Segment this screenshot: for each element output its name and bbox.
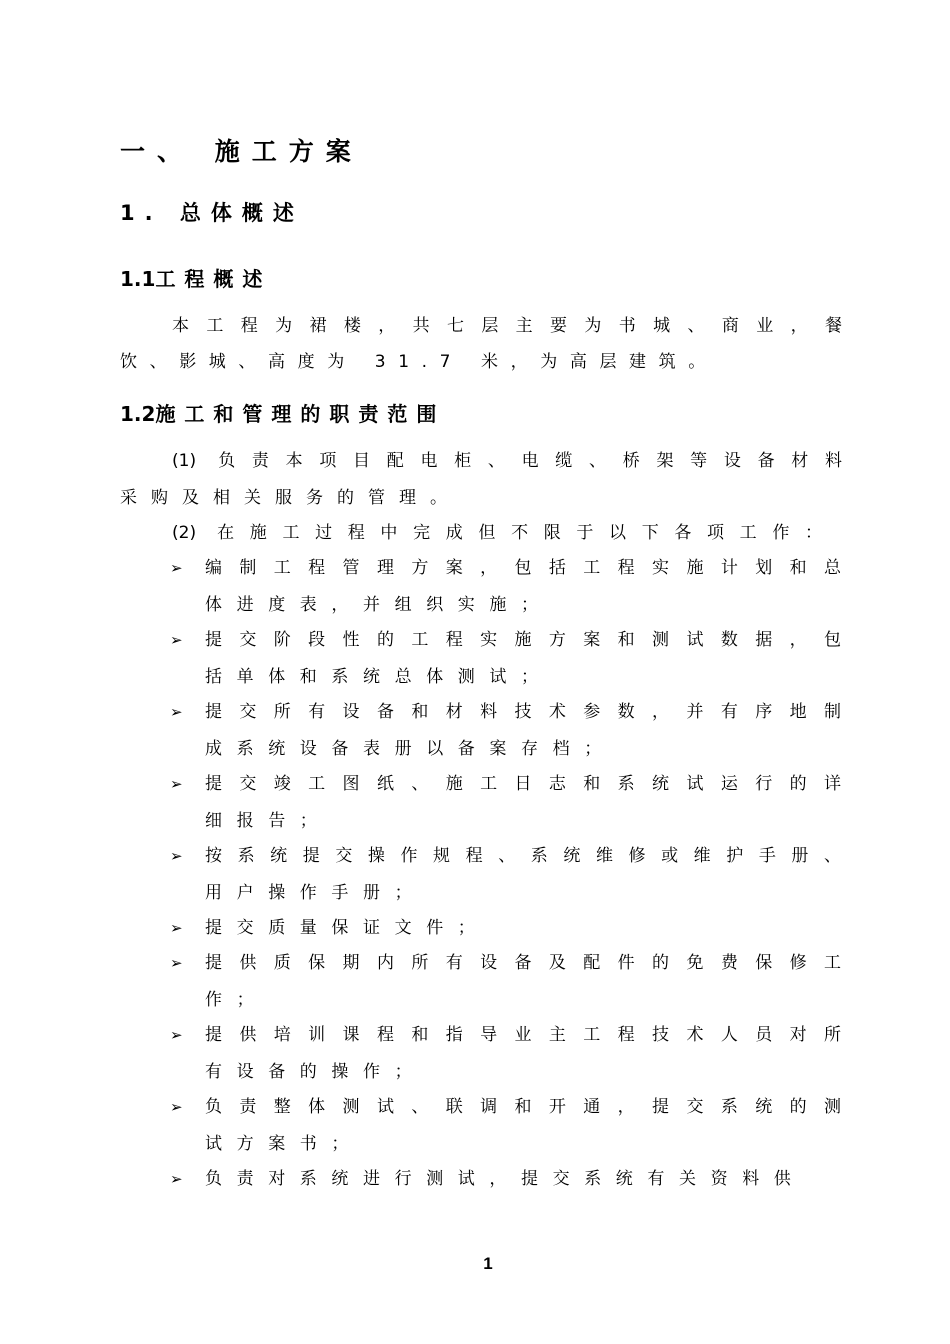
bullet-arrow-icon: ➢: [170, 1170, 183, 1188]
overview-line-1: 本工程为裙楼，共七层主要为书城、商业，餐: [172, 316, 842, 336]
bullet-arrow-icon: ➢: [170, 847, 183, 865]
bullet-arrow-icon: ➢: [170, 703, 183, 721]
bullet-item-10-line-1: 负责对系统进行测试，提交系统有关资料供: [205, 1169, 806, 1189]
bullet-item-4-line-1: 提交竣工图纸、施工日志和系统试运行的详: [205, 774, 841, 794]
heading-1-1-title: 工程概述: [155, 267, 272, 291]
heading-level-1: 一、 施工方案: [120, 137, 363, 166]
bullet-item-3-line-1: 提交所有设备和材料技术参数，并有序地制: [205, 702, 841, 722]
bullet-arrow-icon: ➢: [170, 1098, 183, 1116]
bullet-item-8-line-2: 有设备的操作；: [205, 1062, 427, 1082]
bullet-item-7-line-1: 提供质保期内所有设备及配件的免费保修工: [205, 953, 841, 973]
heading-1-1-number: 1.1: [120, 267, 156, 291]
bullet-arrow-icon: ➢: [170, 631, 183, 649]
heading-1-1: [120, 263, 271, 292]
heading-level-2: 1. 总体概述: [120, 201, 304, 225]
item-1-line-2: 采购及相关服务的管理。: [120, 488, 461, 508]
item-1-line-1: (1) 负责本项目配电柜、电缆、桥架等设备材料: [172, 451, 842, 471]
page-number: 1: [483, 1254, 493, 1273]
bullet-item-2-line-1: 提交阶段性的工程实施方案和测试数据，包: [205, 630, 841, 650]
item-2-line: (2) 在施工过程中完成但不限于以下各项工作：: [172, 523, 822, 543]
bullet-arrow-icon: ➢: [170, 954, 183, 972]
bullet-item-9-line-1: 负责整体测试、联调和开通，提交系统的测: [205, 1097, 841, 1117]
bullet-arrow-icon: ➢: [170, 1026, 183, 1044]
heading-1-2-number: 1.2: [120, 402, 156, 426]
bullet-arrow-icon: ➢: [170, 919, 183, 937]
bullet-item-7-line-2: 作；: [205, 990, 269, 1010]
heading-1-2-title: 施工和管理的职责范围: [155, 402, 446, 426]
bullet-item-1-line-1: 编制工程管理方案，包括工程实施计划和总: [205, 558, 841, 578]
bullet-arrow-icon: ➢: [170, 559, 183, 577]
bullet-item-6-line-1: 提交质量保证文件；: [205, 918, 490, 938]
heading-1-2: [120, 398, 445, 427]
bullet-arrow-icon: ➢: [170, 775, 183, 793]
overview-line-2: 饮、影城、高度为 31.7 米，为高层建筑。: [120, 352, 718, 372]
bullet-item-4-line-2: 细报告；: [205, 811, 332, 831]
bullet-item-2-line-2: 括单体和系统总体测试；: [205, 667, 553, 687]
bullet-item-3-line-2: 成系统设备表册以备案存档；: [205, 739, 616, 759]
bullet-item-9-line-2: 试方案书；: [205, 1134, 363, 1154]
bullet-item-5-line-2: 用户操作手册；: [205, 883, 427, 903]
bullet-item-5-line-1: 按系统提交操作规程、系统维修或维护手册、: [205, 846, 841, 866]
bullet-item-1-line-2: 体进度表，并组织实施；: [205, 595, 553, 615]
bullet-item-8-line-1: 提供培训课程和指导业主工程技术人员对所: [205, 1025, 841, 1045]
